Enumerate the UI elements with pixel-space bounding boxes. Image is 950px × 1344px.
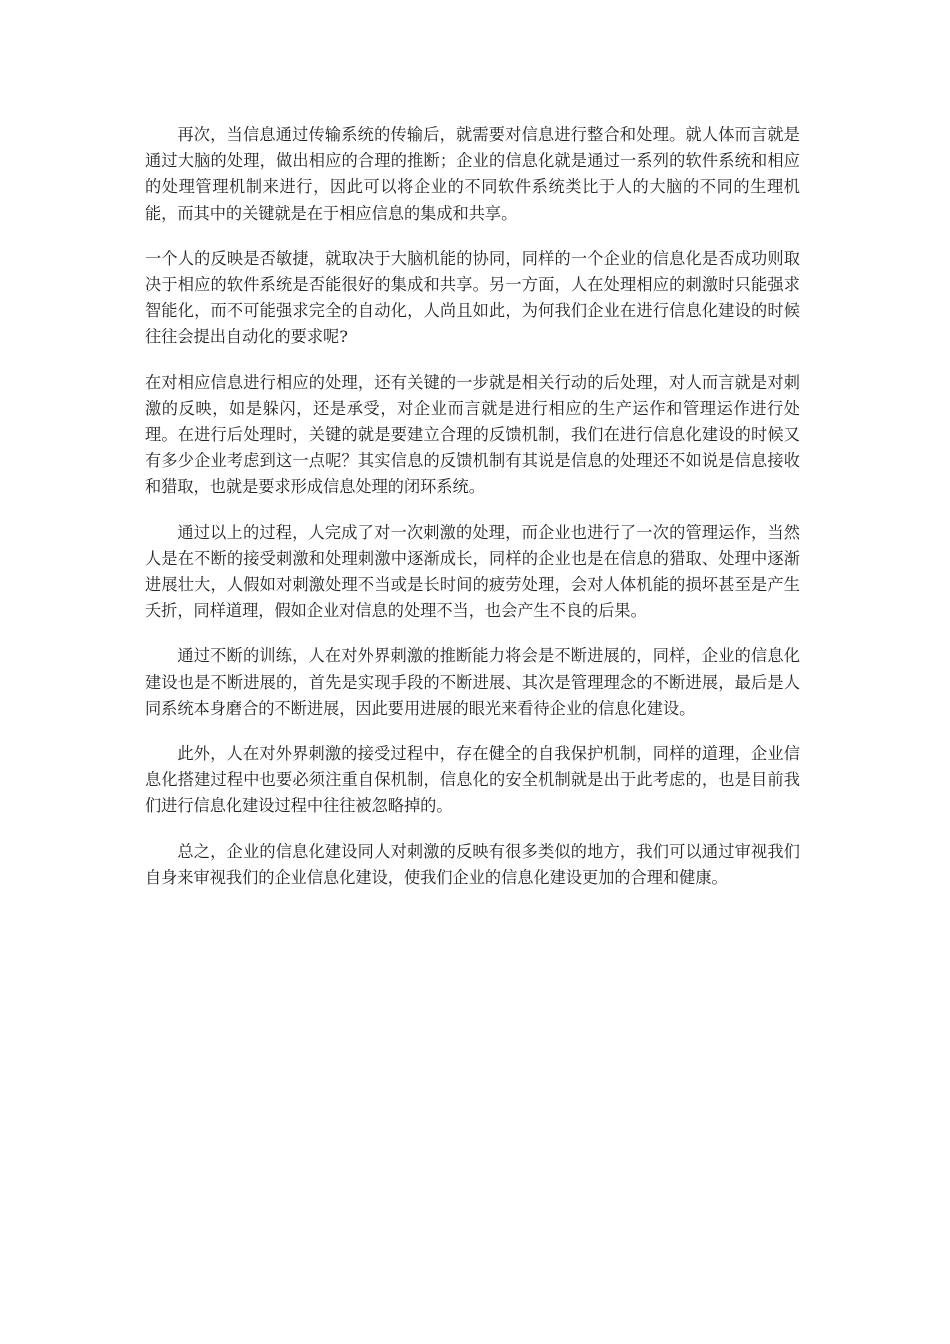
paragraph-4: 通过以上的过程，人完成了对一次刺激的处理，而企业也进行了一次的管理运作，当然人是在不断的接受刺激和处理刺激中逐渐成长，同样的企业也是在信息的猎取、处理中逐渐进展壮大，人假如对刺激处理不当或是长时间的疲劳处理，会对人体机能的损坏甚至是产生夭折，同样道理，假如企业对信息的处理不当，也会产生不良的后果。 [145,522,800,621]
paragraph-5: 通过不断的训练，人在对外界刺激的推断能力将会是不断进展的，同样，企业的信息化建设也是不断进展的，首先是实现手段的不断进展、其次是管理理念的不断进展，最后是人同系统本身磨合的不断进展，因此要用进展的眼光来看待企业的信息化建设。 [145,646,800,718]
paragraph-1: 再次，当信息通过传输系统的传输后，就需要对信息进行整合和处理。就人体而言就是通过大脑的处理，做出相应的合理的推断；企业的信息化就是通过一系列的软件系统和相应的处理管理机制来进行，因此可以将企业的不同软件系统类比于人的大脑的不同的生理机能，而其中的关键就是在于相应信息的集成和共享。 [145,125,800,223]
paragraph-2: 一个人的反映是否敏捷，就取决于大脑机能的协同，同样的一个企业的信息化是否成功则取决于相应的软件系统是否能很好的集成和共享。另一方面，人在处理相应的刺激时只能强求智能化，而不可能强求完全的自动化，人尚且如此，为何我们企业在进行信息化建设的时候往往会提出自动化的要求呢? [145,248,800,347]
paragraph-3: 在对相应信息进行相应的处理，还有关键的一步就是相关行动的后处理，对人而言就是对刺激的反映，如是躲闪，还是承受，对企业而言就是进行相应的生产运作和管理运作进行处理。在进行后处理时，关键的就是要建立合理的反馈机制，我们在进行信息化建设的时候又有多少企业考虑到这一点呢？其实信息的反馈机制有其说是信息的处理还不如说是信息接收和猎取，也就是要求形成信息处理的闭环系统。 [145,372,800,497]
paragraph-6: 此外，人在对外界刺激的接受过程中，存在健全的自我保护机制，同样的道理，企业信息化搭建过程中也要必须注重自保机制，信息化的安全机制就是出于此考虑的，也是目前我们进行信息化建设过程中往往被忽略掉的。 [145,744,800,816]
paragraph-7: 总之，企业的信息化建设同人对刺激的反映有很多类似的地方，我们可以通过审视我们自身来审视我们的企业信息化建设，使我们企业的信息化建设更加的合理和健康。 [145,841,800,887]
document-body [145,122,800,910]
